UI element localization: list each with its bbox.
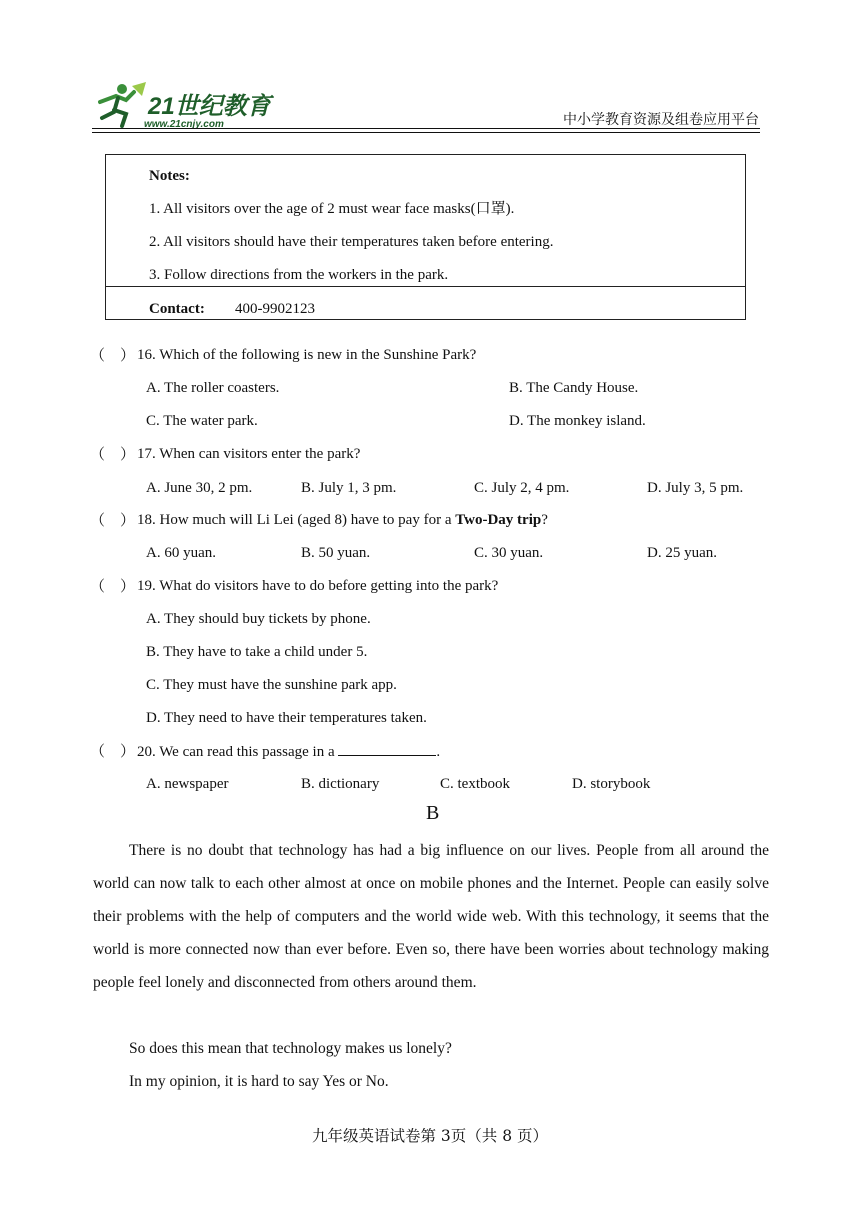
answer-paren[interactable]: （ ） xyxy=(90,445,136,463)
site-logo xyxy=(92,80,282,132)
platform-tagline: 中小学教育资源及组卷应用平台 xyxy=(563,112,759,128)
question-stem: 17. When can visitors enter the park? xyxy=(137,446,361,462)
header-rule xyxy=(92,128,760,129)
page-footer: 九年级英语试卷第 3页（共 8 页） xyxy=(311,1127,548,1145)
notes-item: 2. All visitors should have their temperatures taken before entering. xyxy=(149,234,554,250)
section-title: B xyxy=(426,802,440,824)
option: D. They need to have their temperatures taken. xyxy=(146,710,427,726)
question-stem: 18. How much will Li Lei (aged 8) have to pay for a Two-Day trip? xyxy=(137,512,548,528)
passage-paragraph: There is no doubt that technology has had a big influence on our lives. People from all around the world can now talk to each other almost at once on mobile phones and the Internet. People can easily solve their problems with the help of computers and the world wide web. With this technology, it seems that the world is more connected now than ever before. Even so, there have been worries about technology making people feel lonely and disconnected from others around them. xyxy=(93,842,769,991)
passage-paragraph: In my opinion, it is hard to say Yes or No. xyxy=(129,1073,389,1090)
passage-paragraph: So does this mean that technology makes us lonely? xyxy=(129,1040,452,1057)
question-stem: 16. Which of the following is new in the Sunshine Park? xyxy=(137,347,477,363)
fill-in-blank[interactable] xyxy=(338,742,436,756)
option: A. They should buy tickets by phone. xyxy=(146,611,371,627)
question-stem: 19. What do visitors have to do before getting into the park? xyxy=(137,578,499,594)
svg-text:21世纪教育: 21世纪教育 xyxy=(148,93,271,120)
notes-item: 1. All visitors over the age of 2 must wear face masks(口罩). xyxy=(149,201,515,217)
option: C. They must have the sunshine park app. xyxy=(146,677,397,693)
option: D. The monkey island. xyxy=(509,413,646,429)
emphasis-text: Two-Day trip xyxy=(455,512,542,528)
option: D. July 3, 5 pm. xyxy=(647,480,744,496)
option: D. storybook xyxy=(572,776,651,792)
notes-item: 3. Follow directions from the workers in the park. xyxy=(149,267,449,283)
option: C. The water park. xyxy=(146,413,258,429)
answer-paren[interactable]: （ ） xyxy=(90,577,136,595)
option: B. dictionary xyxy=(301,776,380,792)
option: B. 50 yuan. xyxy=(301,545,371,561)
runner-logo-icon xyxy=(92,80,282,132)
notes-heading: Notes: xyxy=(149,168,190,184)
option: B. July 1, 3 pm. xyxy=(301,480,397,496)
notes-divider xyxy=(105,286,746,287)
answer-paren[interactable]: （ ） xyxy=(90,511,136,529)
option: A. June 30, 2 pm. xyxy=(146,480,253,496)
contact-label: Contact: xyxy=(149,301,205,317)
option: C. July 2, 4 pm. xyxy=(474,480,570,496)
svg-text:www.21cnjy.com: www.21cnjy.com xyxy=(144,119,224,130)
question-stem: 20. We can read this passage in a . xyxy=(137,744,441,760)
option: A. 60 yuan. xyxy=(146,545,216,561)
option: B. They have to take a child under 5. xyxy=(146,644,368,660)
option: A. newspaper xyxy=(146,776,229,792)
option: C. textbook xyxy=(440,776,510,792)
contact-number: 400-9902123 xyxy=(235,301,315,317)
option: C. 30 yuan. xyxy=(474,545,544,561)
option: B. The Candy House. xyxy=(509,380,639,396)
header-rule-thin xyxy=(92,132,760,133)
option: A. The roller coasters. xyxy=(146,380,280,396)
answer-paren[interactable]: （ ） xyxy=(90,742,136,760)
option: D. 25 yuan. xyxy=(647,545,717,561)
answer-paren[interactable]: （ ） xyxy=(90,346,136,364)
